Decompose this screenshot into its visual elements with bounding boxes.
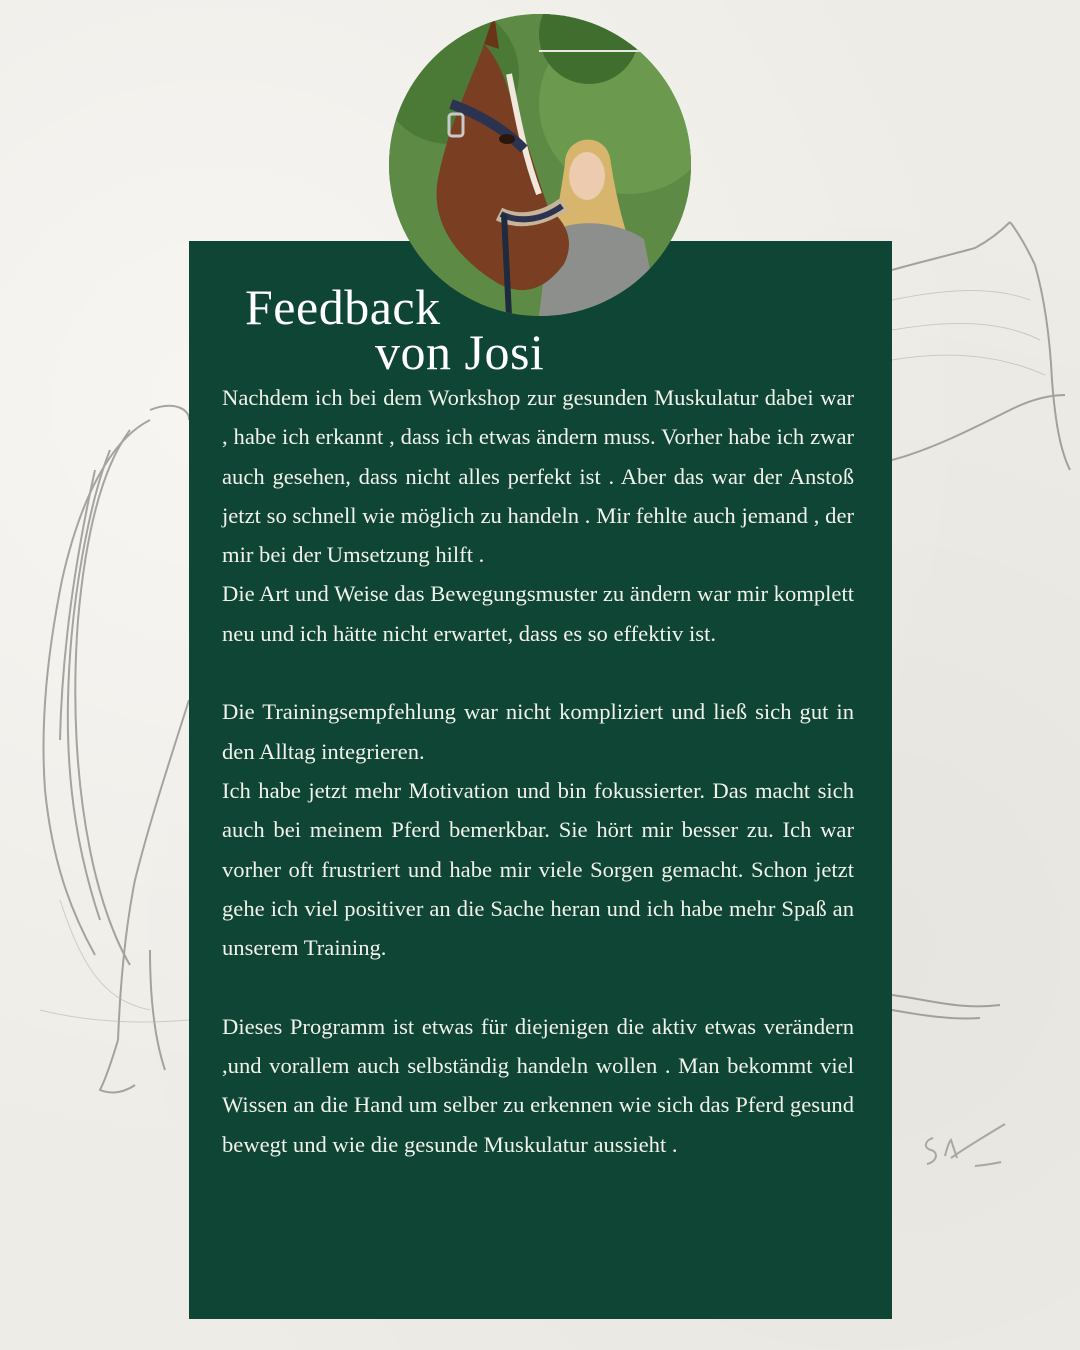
paragraph-gap	[222, 967, 854, 1006]
title-author: von Josi	[375, 324, 545, 380]
title-feedback: Feedback	[245, 279, 441, 335]
horse-and-woman-photo-icon	[389, 14, 691, 316]
signature-icon	[915, 1118, 1015, 1178]
testimonial-text	[222, 378, 854, 1164]
testimonial-paragraph: Die Art und Weise das Bewegungsmuster zu ändern war mir komplett neu und ich hätte nicht erwartet, dass es so effektiv ist.	[222, 581, 854, 646]
testimonial-paragraph: Nachdem ich bei dem Workshop zur gesunden Muskulatur dabei war , habe ich erkannt , dass ich etwas ändern muss. Vorher habe ich zwar auch gesehen, dass nicht alles perfekt ist . Aber das war der Anstoß jetzt so schnell wie möglich zu handeln . Mir fehlte auch jemand , der mir bei der Umsetzung hilft .	[222, 385, 854, 568]
paragraph-gap	[222, 653, 854, 692]
testimonial-paragraph: Die Trainingsempfehlung war nicht kompliziert und ließ sich gut in den Alltag integrieren.	[222, 699, 854, 764]
testimonial-paragraph: Dieses Programm ist etwas für diejenigen die aktiv etwas verändern ,und vorallem auch selbständig handeln wollen . Man bekommt viel Wissen an die Hand um selber zu erkennen wie sich das Pferd gesund bewegt und wie die gesunde Muskulatur aussieht .	[222, 1013, 854, 1157]
testimonial-paragraph: Ich habe jetzt mehr Motivation und bin fokussierter. Das macht sich auch bei meinem Pferd bemerkbar. Sie hört mir besser zu. Ich war vorher oft frustriert und habe mir viele Sorgen gemacht. Schon jetzt gehe ich viel positiver an die Sache heran und ich habe mehr Spaß an unserem Training.	[222, 777, 854, 961]
portrait-photo	[389, 14, 691, 316]
